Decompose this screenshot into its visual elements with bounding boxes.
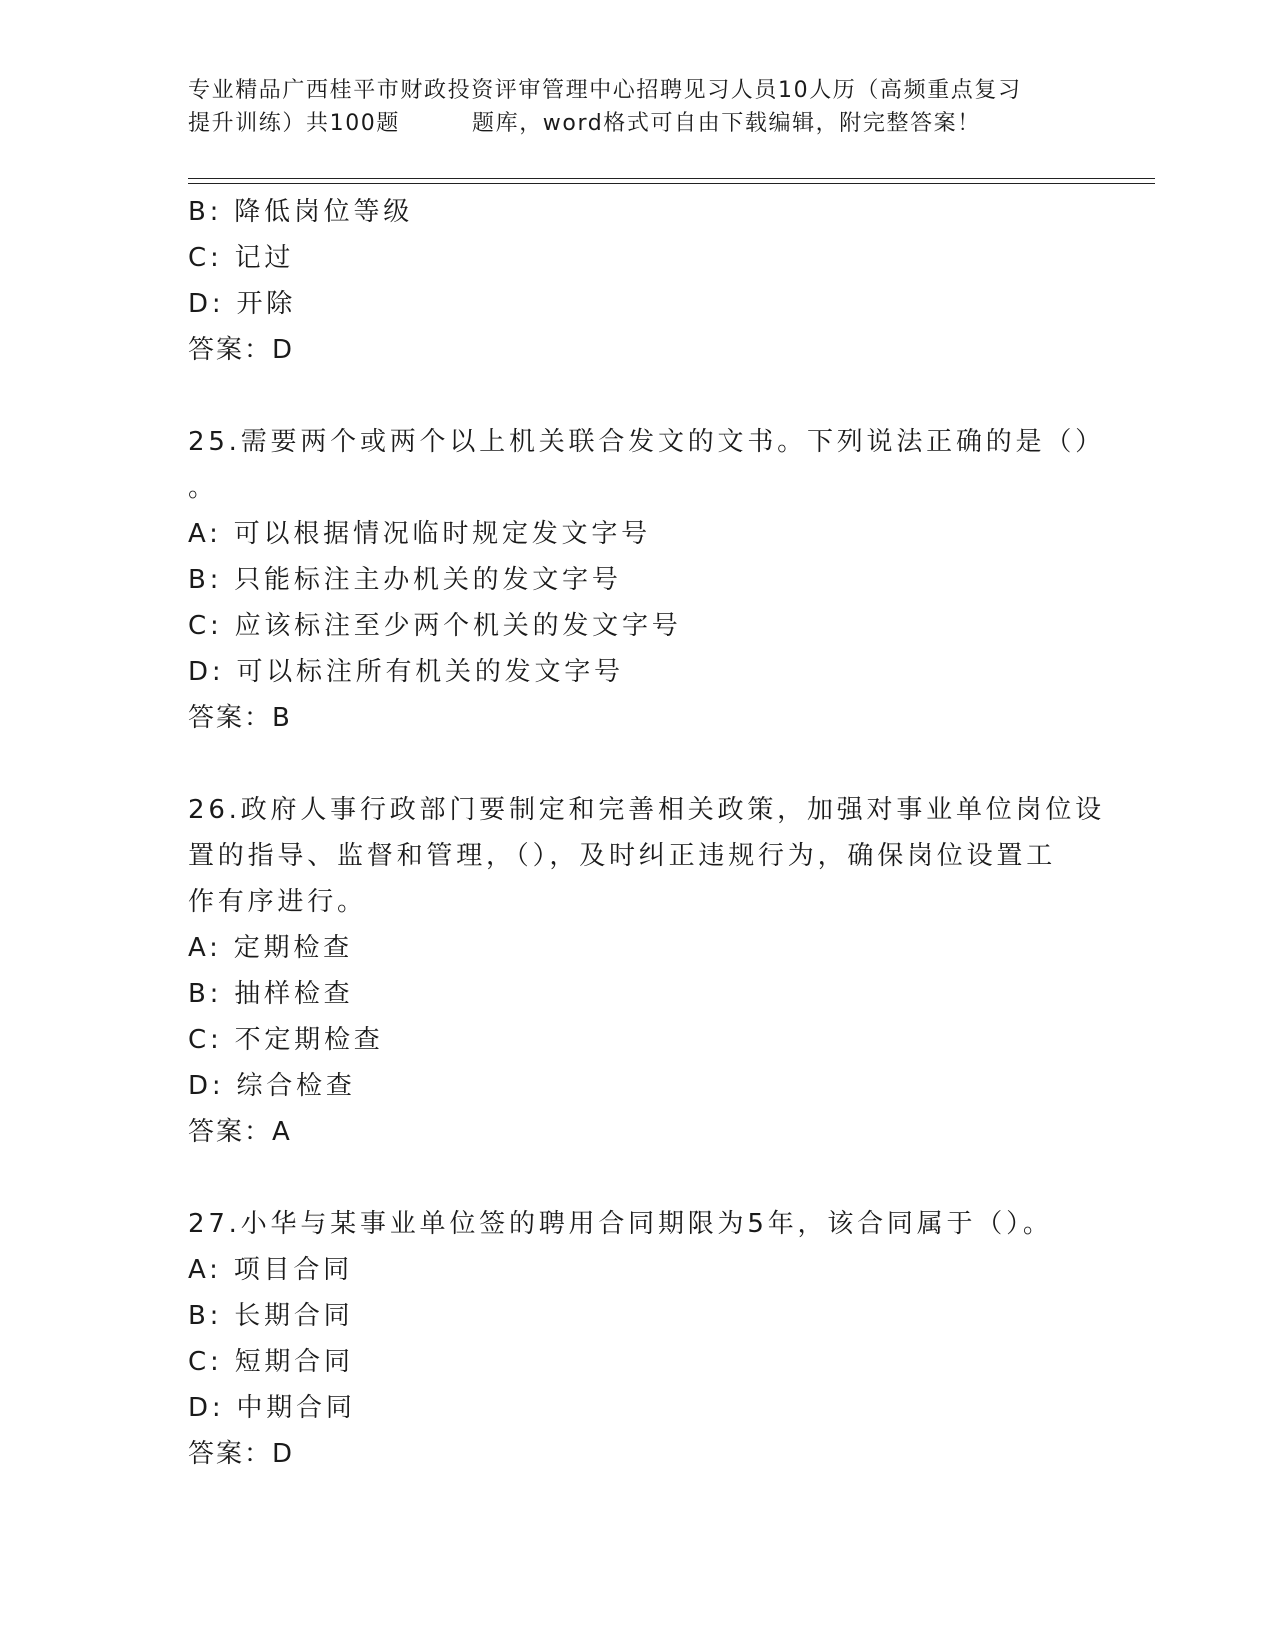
- question-text-line-1: 26.政府人事行政部门要制定和完善相关政策，加强对事业单位岗位设: [188, 795, 1105, 825]
- answer-label: 答案：: [188, 1117, 273, 1147]
- header-line-2-part-b: 题库，word格式可自由下载编辑，附完整答案！: [472, 111, 981, 136]
- question-25: [188, 419, 1105, 741]
- option-b: B: 降低岗位等级: [188, 197, 414, 227]
- answer-value: D: [272, 335, 295, 365]
- header-line-1: 专业精品广西桂平市财政投资评审管理中心招聘见习人员10人历（高频重点复习: [188, 78, 1022, 103]
- answer-label: 答案：: [188, 335, 273, 365]
- question-list: [188, 189, 1105, 1477]
- option-c: C: 应该标注至少两个机关的发文字号: [188, 611, 682, 641]
- option-c: C: 不定期检查: [188, 1025, 384, 1055]
- option-b: B: 只能标注主办机关的发文字号: [188, 565, 622, 595]
- option-c: C: 记过: [188, 243, 295, 273]
- option-b: B: 长期合同: [188, 1301, 354, 1331]
- header-line-2-part-a: 提升训练）共100题: [188, 111, 400, 136]
- question-spacer: [188, 741, 1088, 787]
- answer-line: [188, 695, 1088, 741]
- option-d: D: 可以标注所有机关的发文字号: [188, 657, 624, 687]
- option-a: A: 定期检查: [188, 933, 353, 963]
- option-a: A: 项目合同: [188, 1255, 353, 1285]
- question-text-line-1: 27.小华与某事业单位签的聘用合同期限为5年，该合同属于（）。: [188, 1209, 1053, 1239]
- answer-label: 答案：: [188, 703, 273, 733]
- answer-line: [188, 327, 1088, 373]
- option-d: D: 综合检查: [188, 1071, 356, 1101]
- option-c: C: 短期合同: [188, 1347, 354, 1377]
- question-text-line-1: 25.需要两个或两个以上机关联合发文的文书。下列说法正确的是（）: [188, 427, 1105, 457]
- header-divider-top: [188, 178, 1155, 179]
- option-d: D: 开除: [188, 289, 297, 319]
- answer-value: B: [272, 703, 292, 733]
- answer-line: [188, 1431, 1088, 1477]
- document-header: [188, 74, 1088, 140]
- option-a: A: 可以根据情况临时规定发文字号: [188, 519, 651, 549]
- question-spacer: [188, 1155, 1088, 1201]
- question-text-line-3: 作有序进行。: [188, 887, 367, 917]
- question-spacer: [188, 373, 1088, 419]
- header-line-2: [188, 107, 1088, 140]
- header-divider-bottom: [188, 183, 1155, 184]
- question-27: [188, 1201, 1088, 1477]
- question-26: [188, 787, 1105, 1155]
- answer-label: 答案：: [188, 1439, 273, 1469]
- question-text-line-2: 置的指导、监督和管理，（），及时纠正违规行为，确保岗位设置工: [188, 841, 1057, 871]
- option-d: D: 中期合同: [188, 1393, 356, 1423]
- answer-value: D: [272, 1439, 295, 1469]
- question-24: [188, 189, 1088, 373]
- answer-line: [188, 1109, 1088, 1155]
- option-b: B: 抽样检查: [188, 979, 354, 1009]
- question-text-line-2: 。: [188, 473, 218, 503]
- answer-value: A: [272, 1117, 292, 1147]
